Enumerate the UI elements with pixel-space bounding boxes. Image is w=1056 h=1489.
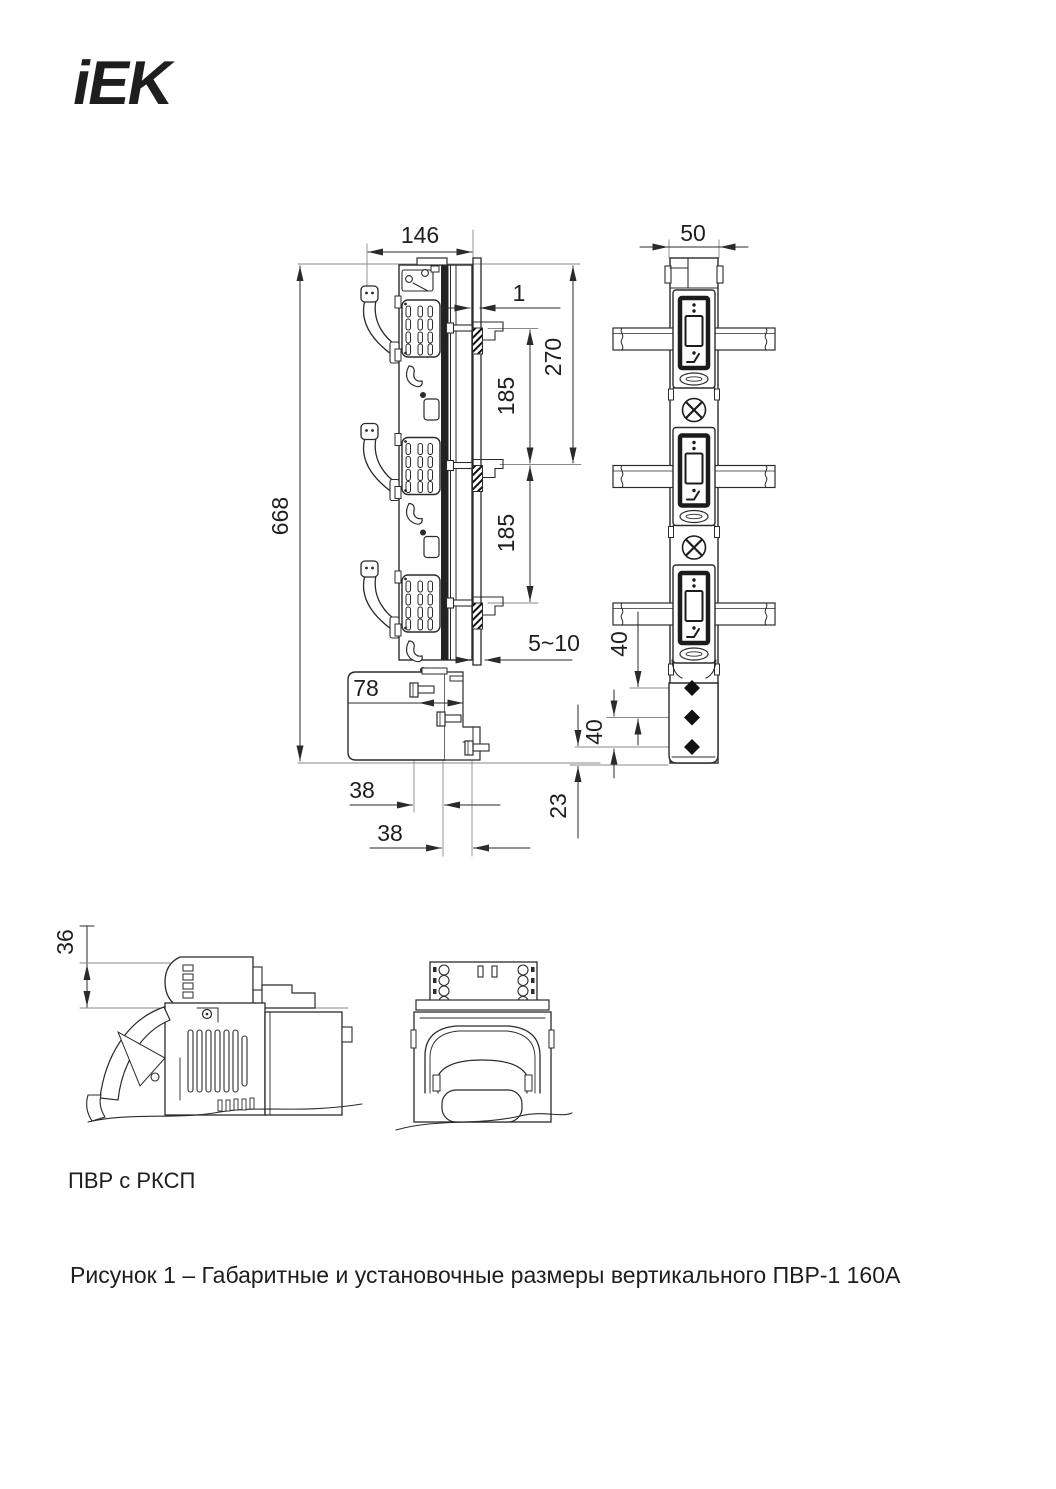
dim-1: 1 — [512, 280, 526, 306]
side-phase-1 — [361, 286, 503, 420]
dim-668: 668 — [267, 496, 293, 536]
dim-185-b: 185 — [493, 513, 519, 553]
dim-146: 146 — [400, 222, 440, 248]
dim-270: 270 — [540, 337, 566, 377]
front-view — [545, 220, 775, 838]
dim-38-a: 38 — [349, 777, 375, 803]
front-screw-2 — [683, 536, 706, 559]
detail-side-view — [52, 926, 362, 1122]
dim-23: 23 — [545, 793, 571, 819]
variant-label: ПВР с РКСП — [68, 1168, 196, 1193]
iek-logo-text: iEK — [67, 48, 178, 118]
figure-caption: Рисунок 1 – Габаритные и установочные размеры вертикального ПВР-1 160А — [70, 1262, 901, 1288]
dim-185-a: 185 — [493, 376, 519, 416]
dim-78: 78 — [353, 675, 379, 701]
front-phase-1 — [613, 290, 775, 400]
detail-front-body — [396, 1012, 572, 1130]
side-view — [267, 222, 600, 856]
dim-40-b: 40 — [581, 719, 607, 745]
dim-36: 36 — [52, 929, 78, 955]
detail-front-view — [396, 962, 572, 1130]
dim-40-a: 40 — [606, 631, 632, 657]
iek-logo — [68, 48, 179, 117]
side-phase-2 — [361, 424, 503, 558]
dim-5-10: 5~10 — [528, 630, 580, 656]
rksp-module — [165, 957, 315, 1008]
detail-terminal-block — [416, 962, 549, 1010]
front-phase-3 — [613, 565, 775, 675]
front-phase-2 — [613, 428, 775, 538]
detail-side-body — [87, 1003, 362, 1122]
front-screw-1 — [683, 399, 706, 422]
dim-38-b: 38 — [377, 820, 403, 846]
dim-50: 50 — [680, 220, 706, 246]
